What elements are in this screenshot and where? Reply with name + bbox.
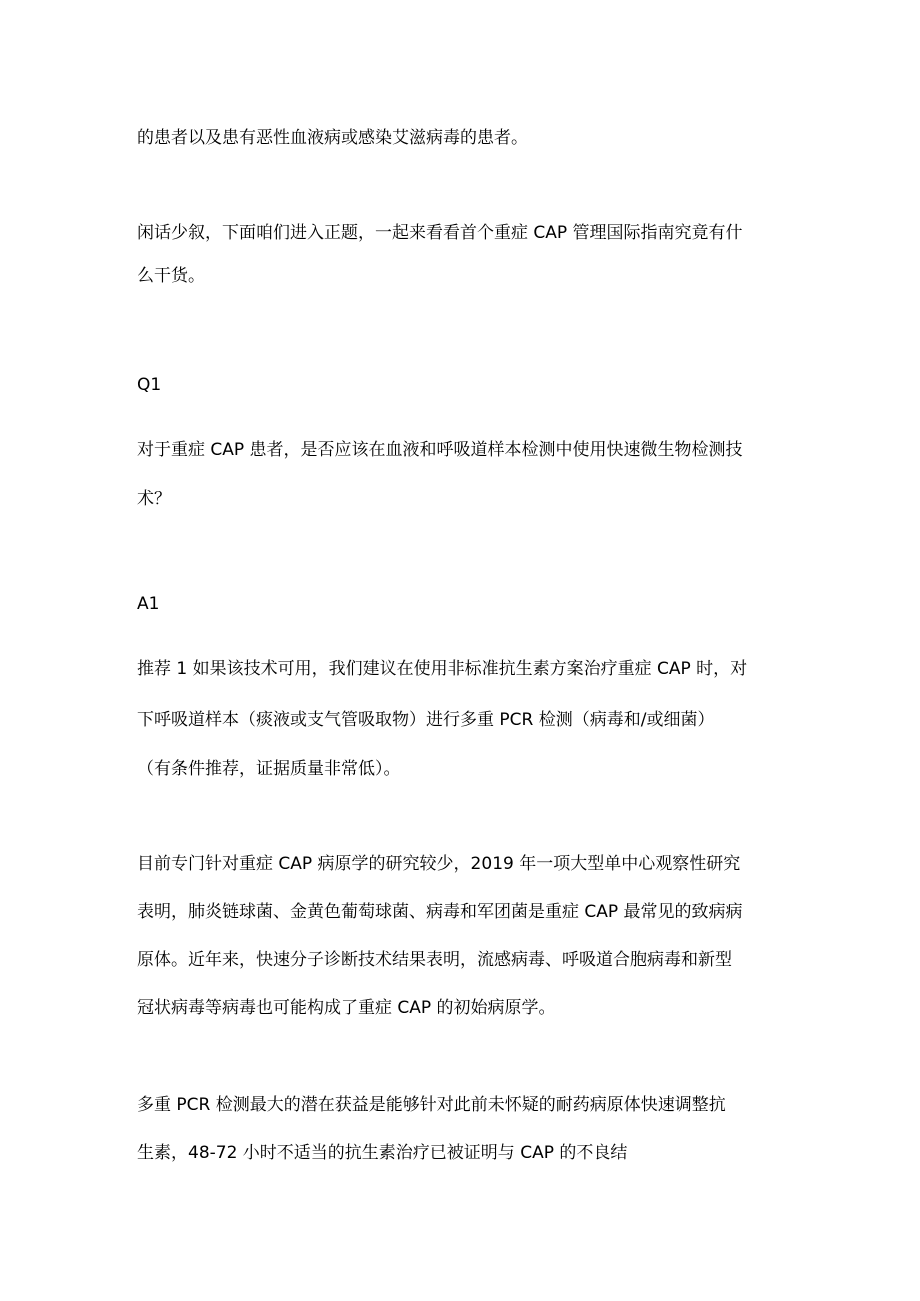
section-heading-q1: Q1 xyxy=(137,375,162,395)
text-line: 冠状病毒等病毒也可能构成了重症 CAP 的初始病原学。 xyxy=(137,998,556,1018)
text-line: 的患者以及患有恶性血液病或感染艾滋病毒的患者。 xyxy=(137,128,528,148)
section-heading-a1: A1 xyxy=(137,594,160,614)
text-line: 原体。近年来，快速分子诊断技术结果表明，流感病毒、呼吸道合胞病毒和新型 xyxy=(137,950,732,970)
text-line: 表明，肺炎链球菌、金黄色葡萄球菌、病毒和军团菌是重症 CAP 最常见的致病病 xyxy=(137,902,743,922)
text-line: 多重 PCR 检测最大的潜在获益是能够针对此前未怀疑的耐药病原体快速调整抗 xyxy=(137,1095,726,1115)
text-line: 生素，48-72 小时不适当的抗生素治疗已被证明与 CAP 的不良结 xyxy=(137,1143,628,1163)
text-line: 下呼吸道样本（痰液或支气管吸取物）进行多重 PCR 检测（病毒和/或细菌） xyxy=(137,710,715,730)
text-line: （有条件推荐，证据质量非常低）。 xyxy=(137,759,401,779)
text-line: 对于重症 CAP 患者，是否应该在血液和呼吸道样本检测中使用快速微生物检测技 xyxy=(137,440,743,460)
text-line: 闲话少叙，下面咱们进入正题，一起来看看首个重症 CAP 管理国际指南究竟有什 xyxy=(137,223,743,243)
text-line: 术？ xyxy=(137,489,171,509)
text-line: 么干货。 xyxy=(137,266,205,286)
text-line: 推荐 1 如果该技术可用，我们建议在使用非标准抗生素方案治疗重症 CAP 时，对 xyxy=(137,659,748,679)
text-line: 目前专门针对重症 CAP 病原学的研究较少，2019 年一项大型单中心观察性研究 xyxy=(137,854,741,874)
